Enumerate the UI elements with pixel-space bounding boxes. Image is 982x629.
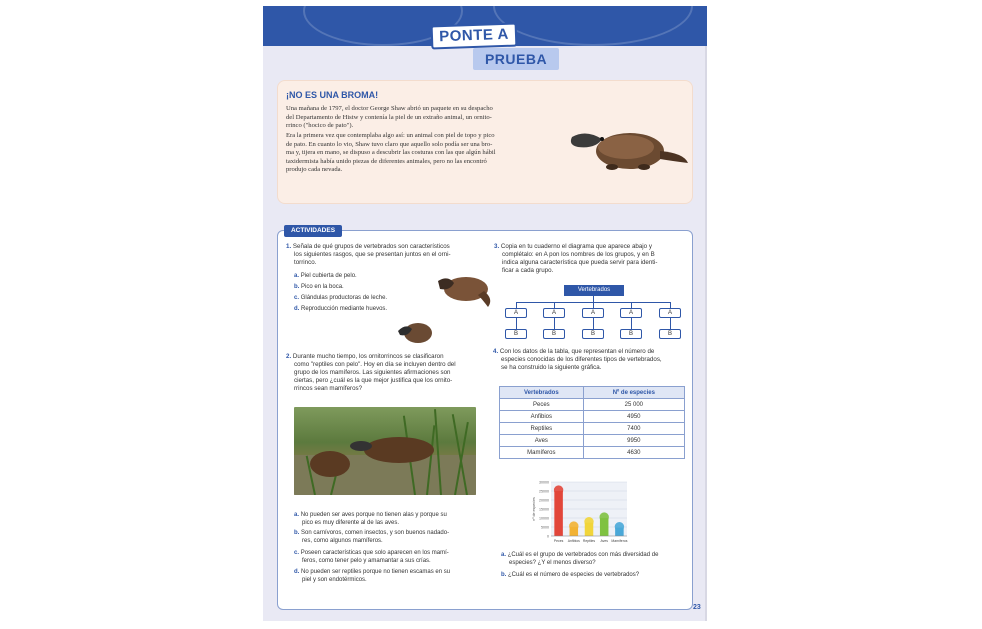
option-item: c. Poseen características que solo aparecen en los mamí- feros, como tener pelo y amamantar a sus crías. — [294, 550, 449, 564]
section-title-line2: PRUEBA — [473, 48, 559, 70]
diagram-box-b: B — [620, 329, 642, 339]
chart-category-label: Aves — [600, 539, 608, 543]
table-row: Mamíferos 4630 — [500, 447, 685, 459]
table-row: Anfibios 4950 — [500, 411, 685, 423]
section-title-line1: PONTE A — [431, 23, 518, 50]
option-item: a. ¿Cuál es el grupo de vertebrados con más diversidad de especies? ¿Y el menos diverso? — [501, 552, 659, 566]
chart-ytick-label: 15000 — [539, 507, 549, 512]
option-item: a. Piel cubierta de pelo. — [294, 273, 357, 279]
intro-heading: ¡NO ES UNA BROMA! — [286, 90, 379, 100]
intro-line: taxidermista había unido piezas de diferentes animales, pero no las encontró — [286, 157, 487, 165]
intro-line: del Departamento de Histw y contenía la piel de un extraño animal, un ornito- — [286, 113, 492, 121]
chart-ytick-label: 20000 — [539, 498, 549, 503]
platypus-small-illustration — [428, 265, 494, 329]
question-text: como "reptiles con pelo". Hoy en día se incluyen dentro del — [294, 361, 456, 368]
table-header: Nº de especies — [583, 387, 684, 399]
question-text: torrinco. — [294, 259, 317, 266]
table-row: Reptiles 7400 — [500, 423, 685, 435]
diagram-box-b: B — [543, 329, 565, 339]
platypus-illustration — [566, 107, 690, 187]
chart-ytick-label: 0 — [547, 534, 549, 539]
intro-line: Era la primera vez que contemplaba algo así: un animal con piel de topo y pico — [286, 132, 495, 139]
diagram-root-vertebrados: Vertebrados — [564, 285, 624, 296]
intro-line: Una mañana de 1797, el doctor George Shaw abrió un paquete en su despacho — [286, 105, 493, 112]
question-text: Durante mucho tiempo, los ornitorrincos se clasificaron — [292, 353, 444, 360]
question-4 — [493, 348, 689, 372]
species-bar-chart — [529, 474, 633, 554]
species-table — [499, 386, 685, 459]
chart-ytick-label: 5000 — [541, 525, 549, 530]
question-3 — [494, 243, 690, 275]
chart-category-label: Mamíferos — [611, 539, 628, 543]
question-text: se ha construido la siguiente gráfica. — [501, 364, 602, 371]
intro-line: de pato. En cuanto lo vio, Shaw tuvo claro que aquello solo podía ser una bro- — [286, 140, 493, 148]
diagram-box-a: A — [543, 308, 565, 318]
chart-bar-marker — [584, 517, 593, 526]
question-text: ciertas, pero ¿cuál es la que mejor justifica que los ornito- — [294, 377, 453, 384]
option-item: d. No pueden ser reptiles porque no tienen escamas en su piel y son endotérmicos. — [294, 569, 451, 583]
diagram-box-a: A — [505, 308, 527, 318]
question-text: los siguientes rasgos, que se presentan juntos en el orni- — [294, 251, 451, 258]
intro-line: ma y, tijera en mano, se dispuso a descubrir las costuras con las que algún hábil — [286, 149, 496, 156]
chart-category-label: Anfibios — [567, 539, 580, 543]
option-item: c. Glándulas productoras de leche. — [294, 295, 388, 301]
question-text: ficar a cada grupo. — [502, 267, 554, 274]
chart-category-label: Reptiles — [582, 539, 596, 543]
table-header-row — [500, 387, 685, 399]
question-number: 3. — [494, 243, 500, 250]
question-number: 1. — [286, 243, 292, 250]
question-text: Señala de qué grupos de vertebrados son característicos — [292, 243, 450, 250]
diagram-box-b: B — [582, 329, 604, 339]
question-text: Copia en tu cuaderno el diagrama que aparece abajo y — [500, 243, 652, 250]
question-text: especies conocidas de los diferentes tipos de vertebrados, — [501, 356, 662, 363]
platypus-head-illustration — [396, 315, 436, 345]
chart-bar-marker — [600, 512, 609, 521]
platypus-photo — [294, 407, 476, 495]
chart-ytick-label: 30000 — [539, 480, 549, 485]
question-number: 2. — [286, 353, 292, 360]
diagram-box-a: A — [620, 308, 642, 318]
diagram-box-b: B — [659, 329, 681, 339]
diagram-box-a: A — [582, 308, 604, 318]
chart-bar — [554, 491, 563, 536]
option-item: b. Pico en la boca. — [294, 284, 344, 290]
chart-bar-marker — [615, 522, 624, 531]
option-item: b. ¿Cuál es el número de especies de vertebrados? — [501, 572, 640, 578]
diagram-box-b: B — [505, 329, 527, 339]
question-text: Con los datos de la tabla, que representan el número de — [499, 348, 655, 355]
question-text: rrincos sean mamíferos? — [294, 385, 363, 392]
intro-box — [277, 80, 693, 204]
diagram-box-a: A — [659, 308, 681, 318]
question-text: complétalo: en A pon los nombres de los grupos, y en B — [502, 251, 655, 258]
question-1 — [286, 243, 486, 267]
chart-ytick-label: 10000 — [539, 516, 549, 521]
chart-ytick-label: 25000 — [539, 489, 549, 494]
intro-line: produjo cada nevada. — [286, 166, 343, 173]
activities-tab: ACTIVIDADES — [284, 225, 342, 237]
table-header: Vertebrados — [500, 387, 584, 399]
option-item: a. No pueden ser aves porque no tienen alas y porque su pico es muy diferente al de las aves. — [294, 512, 447, 526]
table-row: Aves 9950 — [500, 435, 685, 447]
intro-line: rrinco ("hocico de pato"). — [286, 122, 354, 129]
question-text: grupo de los mamíferos. Las siguientes afirmaciones son — [294, 369, 451, 376]
chart-bar-marker — [569, 521, 578, 530]
textbook-page — [263, 6, 707, 621]
question-number: 4. — [493, 348, 499, 355]
chart-bar-marker — [554, 485, 563, 494]
question-2 — [286, 353, 486, 393]
question-text: indica alguna característica que pueda servir para identi- — [502, 259, 658, 266]
page-number: 23 — [693, 604, 701, 611]
option-item: d. Reproducción mediante huevos. — [294, 306, 388, 312]
table-row: Peces 25 000 — [500, 399, 685, 411]
chart-category-label: Peces — [553, 539, 564, 543]
chart-ylabel: nº de especies — [532, 497, 536, 521]
option-item: b. Son carnívoros, comen insectos, y son buenos nadado- res, como algunos mamíferos. — [294, 530, 450, 544]
